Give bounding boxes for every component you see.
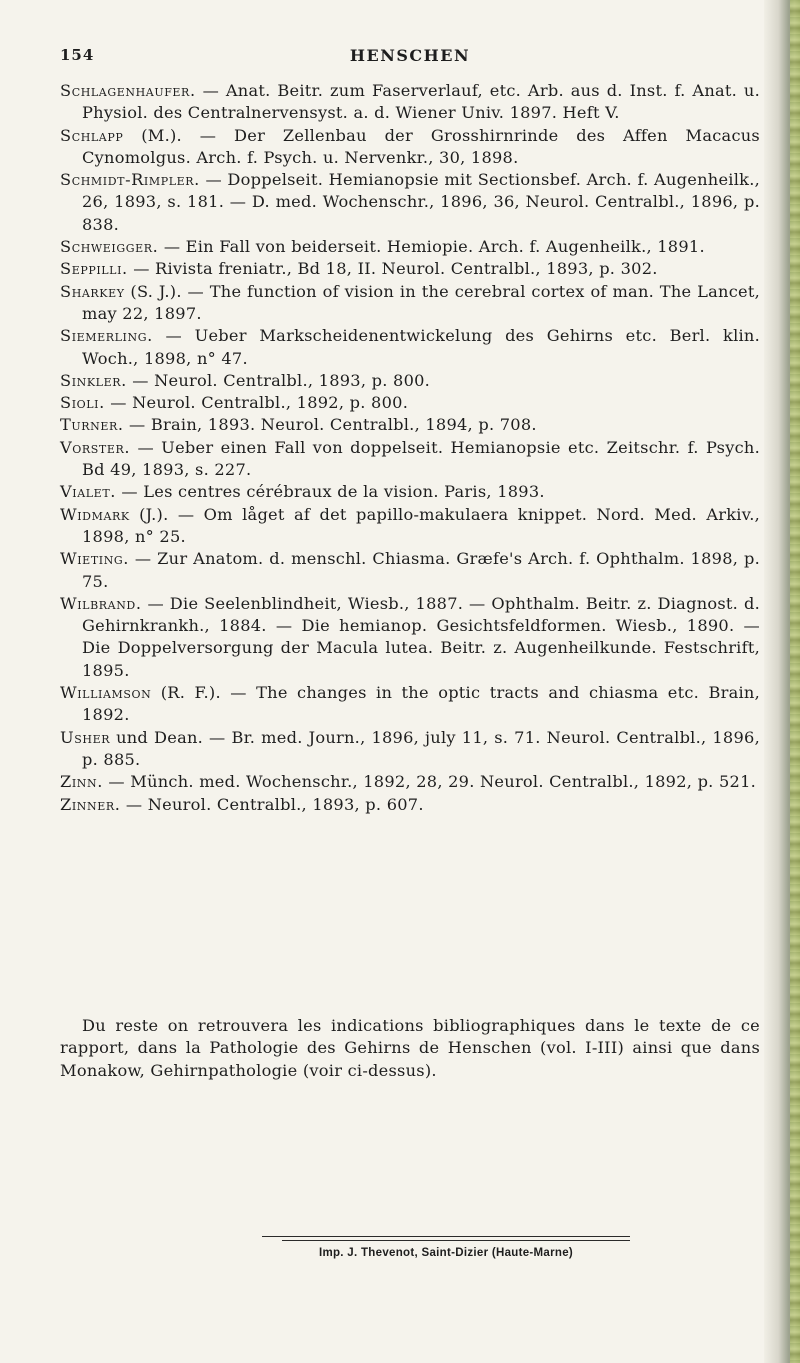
entry-author: Vialet.: [60, 482, 116, 502]
entry-author: Schmidt-Rimpler.: [60, 170, 200, 190]
entry-text: — Rivista freniatr., Bd 18, II. Neurol. Centralbl., 1893, p. 302.: [133, 259, 658, 279]
entry-author: Zinner.: [60, 794, 121, 814]
bibliography-entry: [60, 414, 760, 436]
entry-author: Turner.: [60, 415, 124, 435]
entry-author: Sioli.: [60, 393, 105, 413]
bibliography-entry: [60, 169, 760, 236]
bibliography-entry: [60, 258, 760, 280]
bibliography-entry: [60, 771, 760, 793]
entry-author: Siemerling.: [60, 326, 153, 346]
imprint-rule: [282, 1240, 630, 1241]
bibliography-entry: [60, 548, 760, 593]
entry-text: — Zur Anatom. d. menschl. Chiasma. Græfe's Arch. f. Ophthalm. 1898, p. 75.: [82, 549, 760, 591]
entry-author: Wilbrand.: [60, 593, 142, 613]
bibliography-list: [60, 80, 760, 816]
entry-text: (M.). — Der Zellenbau der Grosshirnrinde des Affen Macacus Cynomolgus. Arch. f. Psych. u. Nervenkr., 30, 1898.: [82, 125, 760, 167]
bibliography-entry: [60, 504, 760, 549]
bibliography-entry: [60, 727, 760, 772]
bibliography-entry: [60, 682, 760, 727]
entry-text: — Les centres cérébraux de la vision. Paris, 1893.: [121, 482, 545, 502]
page-edge: [764, 0, 800, 1363]
entry-author: Schlagenhaufer.: [60, 81, 196, 100]
entry-author: Williamson: [60, 683, 152, 703]
entry-text: (J.). — Om låget af det papillo-makulaera knippet. Nord. Med. Arkiv., 1898, n° 25.: [82, 504, 760, 546]
entry-author: Schlapp: [60, 125, 124, 145]
entry-author: Sinkler.: [60, 370, 127, 390]
entry-text: — Ueber einen Fall von doppelseit. Hemianopsie etc. Zeitschr. f. Psych. Bd 49, 1893, s. 227.: [82, 437, 760, 480]
entry-text: — Ueber Markscheidenentwickelung des Gehirns etc. Berl. klin. Woch., 1898, n° 47.: [82, 326, 760, 368]
entry-text: — Neurol. Centralbl., 1893, p. 800.: [132, 370, 431, 390]
bibliography-entry: [60, 794, 760, 816]
bibliography-entry: [60, 80, 760, 125]
entry-author: Seppilli.: [60, 259, 128, 279]
entry-text: — Neurol. Centralbl., 1893, p. 607.: [125, 794, 424, 814]
entry-author: Usher: [60, 727, 111, 747]
page-number: 154: [60, 46, 95, 64]
entry-text: — Münch. med. Wochenschr., 1892, 28, 29. Neurol. Centralbl., 1892, p. 521.: [108, 772, 757, 792]
closing-paragraph: Du reste on retrouvera les indications bibliographiques dans le texte de ce rapport, dans la Pathologie des Gehirns de Henschen (vol. I-III) ainsi que dans Monakow, Gehirnpathologie (voir ci-dessus).: [60, 1016, 760, 1080]
entry-text: — Anat. Beitr. zum Faserverlauf, etc. Arb. aus d. Inst. f. Anat. u. Physiol. des Centralnervensyst. a. d. Wiener Univ. 1897. Heft V.: [82, 81, 760, 123]
entry-text: und Dean. — Br. med. Journ., 1896, july 11, s. 71. Neurol. Centralbl., 1896, p. 885.: [82, 727, 760, 769]
bibliography-entry: [60, 437, 760, 482]
entry-author: Vorster.: [60, 437, 131, 457]
entry-author: Zinn.: [60, 772, 103, 792]
entry-author: Schweigger.: [60, 237, 159, 257]
printer-imprint: Imp. J. Thevenot, Saint-Dizier (Haute-Marne): [318, 1247, 574, 1259]
bibliography-entry: [60, 481, 760, 503]
bibliography-entry: [60, 593, 760, 682]
entry-author: Widmark: [60, 504, 130, 524]
running-head: [60, 46, 760, 68]
bibliography-entry: [60, 325, 760, 370]
bibliography-entry: [60, 281, 760, 326]
entry-text: — Neurol. Centralbl., 1892, p. 800.: [110, 393, 409, 413]
entry-author: Sharkey: [60, 281, 125, 301]
entry-text: — Doppelseit. Hemianopsie mit Sectionsbef. Arch. f. Augenheilk., 26, 1893, s. 181. — D. med. Wochenschr., 1896, 36, Neurol. Centralbl., 1896, p. 838.: [82, 170, 761, 234]
entry-text: — Die Seelenblindheit, Wiesb., 1887. — Ophthalm. Beitr. z. Diagnost. d. Gehirnkrankh., 1884. — Die hemianop. Gesichtsfeldformen. Wiesb., 1890. — Die Doppelversorgung der Macula lutea. Beitr. z. Augenheilkunde. Festschrift, 1895.: [82, 593, 760, 680]
entry-text: — Brain, 1893. Neurol. Centralbl., 1894, p. 708.: [129, 415, 537, 435]
entry-author: Wieting.: [60, 549, 130, 569]
bibliography-entry: [60, 370, 760, 392]
imprint-rule: [262, 1236, 630, 1237]
entry-text: (R. F.). — The changes in the optic tracts and chiasma etc. Brain, 1892.: [82, 683, 760, 725]
bibliography-entry: [60, 236, 760, 258]
bibliography-entry: [60, 125, 760, 170]
bibliography-entry: [60, 392, 760, 414]
entry-text: (S. J.). — The function of vision in the cerebral cortex of man. The Lancet, may 22, 1897.: [82, 281, 760, 323]
header-title: HENSCHEN: [349, 46, 471, 65]
entry-text: — Ein Fall von beiderseit. Hemiopie. Arch. f. Augenheilk., 1891.: [163, 237, 705, 257]
